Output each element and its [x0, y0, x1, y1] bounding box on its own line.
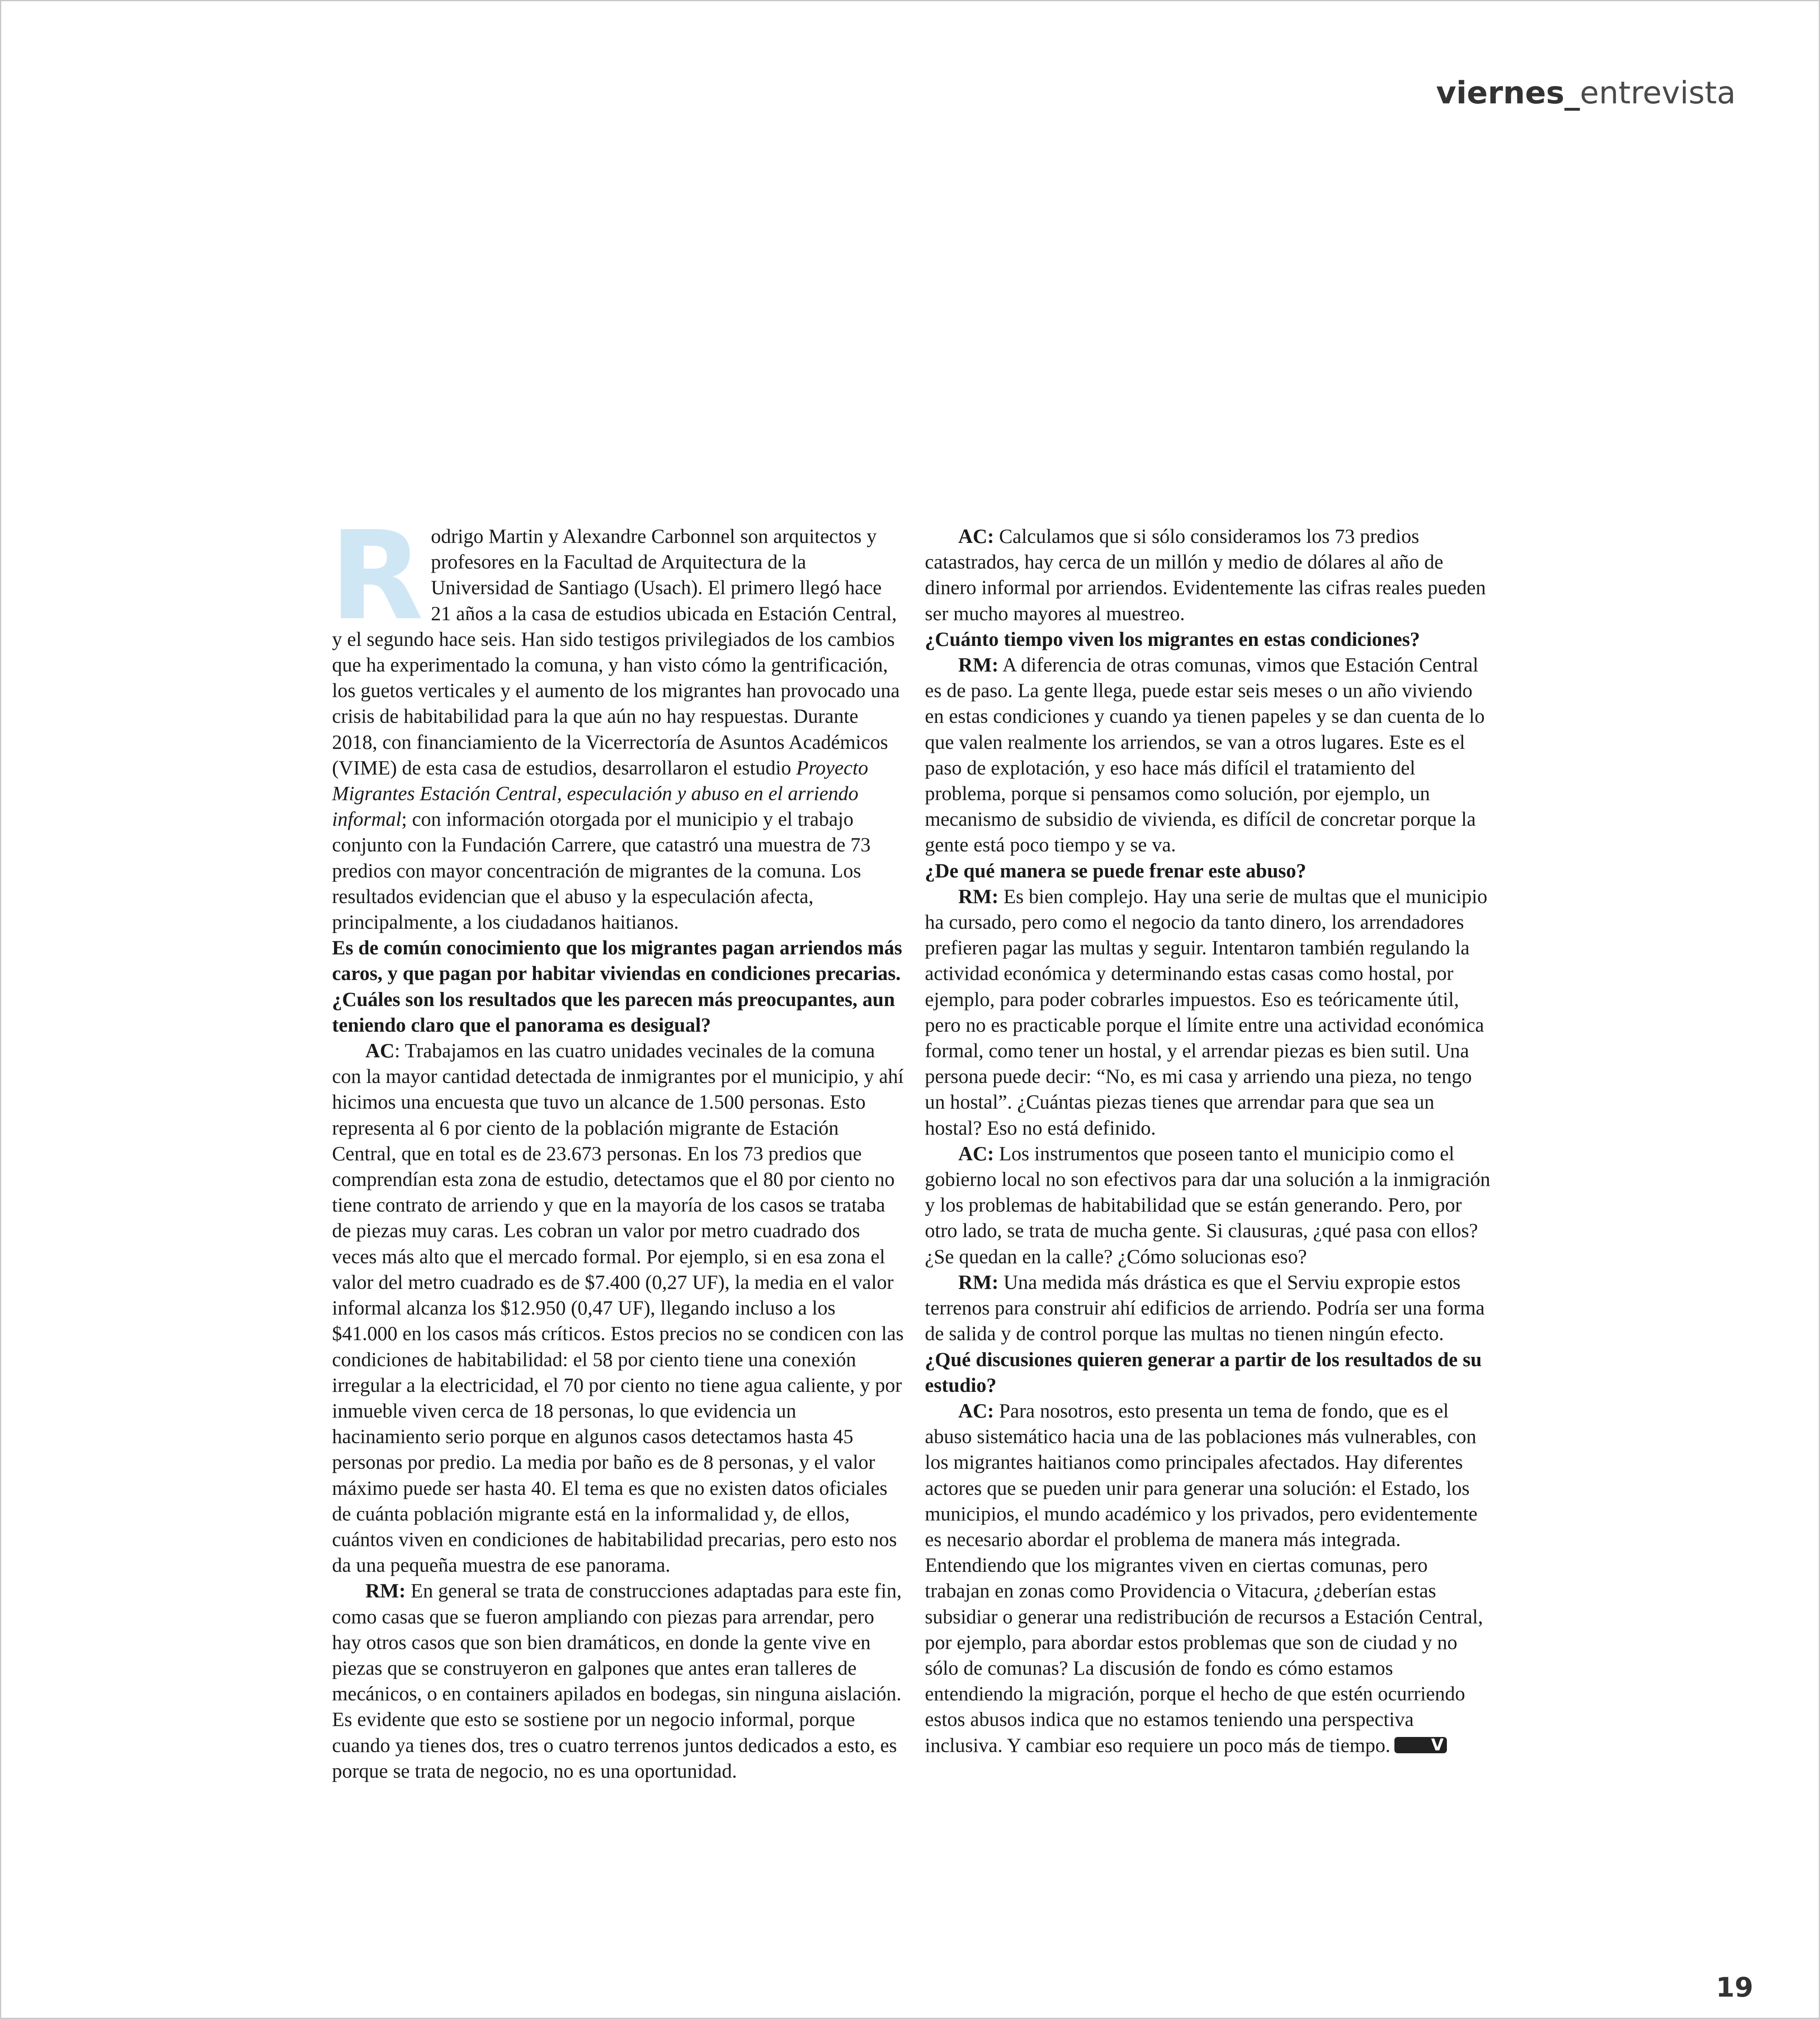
left-column	[330, 505, 906, 1784]
study-title: Proyecto Migrantes Estación Central, especulación y abuso en el arriendo informal	[332, 756, 868, 831]
intro-text: odrigo Martin y Alexandre Carbonnel son arquitectos y profesores en la Facultad de Arquitectura de la Universidad de Santiago (Usach). El primero llegó hace 21 años a la casa de estudios ubicada en Estación Central, y el segundo hace seis. Han sido testigos privilegiados de los cambios que ha experimentado la comuna, y han visto cómo la gentrificación, los guetos verticales y el aumento de los migrantes han provocado una crisis de habitabilidad para la que aún no hay respuestas. Durante 2018, con financiamiento de la Vicerrectoría de Asuntos Académicos (VIME) de esta casa de estudios, desarrollaron el estudio	[332, 525, 900, 779]
answer-text: A diferencia de otras comunas, vimos que Estación Central es de paso. La gente llega, puede estar seis meses o un año viviendo en estas condiciones y cuando ya tienen papeles y se dan cuenta de lo que valen realmente los arriendos, se van a otros lugares. Este es el paso de explotación, y eso hace más difícil el tratamiento del problema, porque si pensamos como solución, por ejemplo, un mecanismo de subsidio de vivienda, es difícil de concretar porque la gente está poco tiempo y se va.	[925, 654, 1485, 856]
right-column	[925, 523, 1490, 1758]
speaker-label: AC:	[958, 525, 994, 547]
answer-text: Los instrumentos que poseen tanto el municipio como el gobierno local no son efectivos para dar una solución a la inmigración y los problemas de habitabilidad que se están generando. Pero, por otro lado, se trata de mucha gente. Si clausuras, ¿qué pasa con ellos? ¿Se quedan en la calle? ¿Cómo solucionas eso?	[925, 1142, 1490, 1268]
answer-1	[332, 1038, 906, 1578]
drop-cap: R	[330, 505, 424, 647]
answer-2	[332, 1578, 906, 1784]
answer-4	[925, 652, 1490, 858]
page-number: 19	[1716, 1972, 1753, 2003]
answer-text: Es bien complejo. Hay una serie de multas que el municipio ha cursado, pero como el negocio da tanto dinero, los arrendadores prefieren pagar las multas y seguir. Intentaron también regulando la actividad económica y determinando estas casas como hostal, por ejemplo, para poder cobrarles impuestos. Eso es teóricamente útil, pero no es practicable porque el límite entre una actividad económica formal, como tener un hostal, y el arrendar piezas es bien sutil. Una persona puede decir: “No, es mi casa y arriendo una pieza, no tengo un hostal”. ¿Cuántas piezas tienes que arrendar para que sea un hostal? Eso no está definido.	[925, 885, 1488, 1139]
section-header-bold: viernes_	[1436, 74, 1580, 111]
intro-paragraph	[330, 505, 906, 935]
question-1: Es de común conocimiento que los migrantes pagan arriendos más caros, y que pagan por habitar viviendas en condiciones precarias. ¿Cuáles son los resultados que les parecen más preocupantes, aun teniendo claro que el panorama es desigual?	[332, 936, 902, 1036]
section-header-light: entrevista	[1580, 74, 1736, 111]
answer-text: : Trabajamos en las cuatro unidades vecinales de la comuna con la mayor cantidad detectada de inmigrantes por el municipio, y ahí hicimos una encuesta que tuvo un alcance de 1.500 personas. Esto representa al 6 por ciento de la población migrante de Estación Central, que en total es de 23.673 personas. En los 73 predios que comprendían esta zona de estudio, detectamos que el 80 por ciento no tiene contrato de arriendo y que en la mayoría de los casos se trataba de piezas muy caras. Les cobran un valor por metro cuadrado dos veces más alto que el mercado formal. Por ejemplo, si en esa zona el valor del metro cuadrado es de $7.400 (0,27 UF), la media en el valor informal alcanza los $12.950 (0,47 UF), llegando incluso a los $41.000 en los casos más críticos. Estos precios no se condicen con las condiciones de habitabilidad: el 58 por ciento tiene una conexión irregular a la electricidad, el 70 por ciento no tiene agua caliente, y por inmueble viven cerca de 18 personas, lo que evidencia un hacinamiento serio porque en algunos casos detectamos hasta 45 personas por predio. La media por baño es de 8 personas, y el valor máximo puede ser hasta 40. El tema es que no existen datos oficiales de cuánta población migrante está en la informalidad y, de ellos, cuántos viven en condiciones de habitabilidad precarias, pero esto nos da una pequeña muestra de ese panorama.	[332, 1039, 904, 1577]
speaker-label: AC:	[958, 1142, 994, 1165]
speaker-label: AC	[365, 1039, 395, 1062]
speaker-label: RM:	[958, 654, 998, 676]
speaker-label: RM:	[958, 1271, 998, 1293]
answer-7	[925, 1269, 1490, 1347]
question-2: ¿Cuánto tiempo viven los migrantes en estas condiciones?	[925, 628, 1420, 650]
answer-text: Para nosotros, esto presenta un tema de fondo, que es el abuso sistemático hacia una de las poblaciones más vulnerables, con los migrantes haitianos como principales afectados. Hay diferentes actores que se pueden unir para generar una solución: el Estado, los municipios, el mundo académico y los privados, pero evidentemente es necesario abordar el problema de manera más integrada. Entendiendo que los migrantes viven en ciertas comunas, pero trabajan en zonas como Providencia o Vitacura, ¿deberían estas subsidiar o generar una redistribución de recursos a Estación Central, por ejemplo, para abordar estos problemas que son de ciudad y no sólo de comunas? La discusión de fondo es cómo estamos entendiendo la migración, porque el hecho de que estén ocurriendo estos abusos indica que no estamos teniendo una perspectiva inclusiva. Y cambiar eso requiere un poco más de tiempo.	[925, 1399, 1483, 1757]
question-3: ¿De qué manera se puede frenar este abuso?	[925, 859, 1307, 882]
answer-6	[925, 1141, 1490, 1269]
end-mark-icon: V	[1394, 1737, 1447, 1753]
answer-text: En general se trata de construcciones adaptadas para este fin, como casas que se fueron ampliando con piezas para arrendar, pero hay otros casos que son bien dramáticos, en donde la gente vive en piezas que se construyeron en galpones que antes eran talleres de mecánicos, o en containers apilados en bodegas, sin ninguna aislación. Es evidente que esto se sostiene por un negocio informal, porque cuando ya tienes dos, tres o cuatro terrenos juntos dedicados a esto, es porque se trata de negocio, no es una oportunidad.	[332, 1579, 902, 1782]
section-header	[1436, 74, 1736, 111]
question-4: ¿Qué discusiones quieren generar a partir de los resultados de su estudio?	[925, 1348, 1482, 1396]
speaker-label: RM:	[365, 1579, 406, 1602]
intro-text-end: ; con información otorgada por el municipio y el trabajo conjunto con la Fundación Carrere, que catastró una muestra de 73 predios con mayor concentración de migrantes de la comuna. Los resultados evidencian que el abuso y la especulación afecta, principalmente, a los ciudadanos haitianos.	[332, 808, 871, 934]
answer-text: Una medida más drástica es que el Serviu expropie estos terrenos para construir ahí edificios de arriendo. Podría ser una forma de salida y de control porque las multas no tienen ningún efecto.	[925, 1271, 1485, 1345]
speaker-label: RM:	[958, 885, 998, 908]
answer-3	[925, 523, 1490, 626]
answer-text: Calculamos que si sólo consideramos los 73 predios catastrados, hay cerca de un millón y medio de dólares al año de dinero informal por arriendos. Evidentemente las cifras reales pueden ser mucho mayores al muestreo.	[925, 525, 1486, 625]
answer-8	[925, 1398, 1490, 1758]
speaker-label: AC:	[958, 1399, 994, 1422]
answer-5	[925, 884, 1490, 1141]
